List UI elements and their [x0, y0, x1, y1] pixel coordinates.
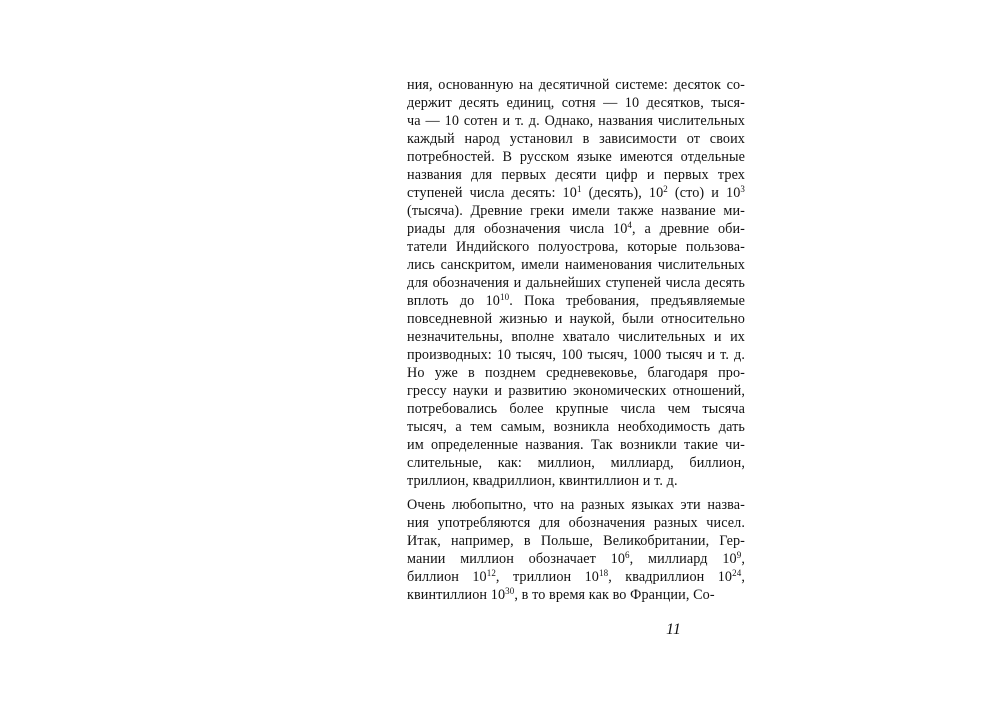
text-segment: тысяч, а тем самым, возникла необходимость дать: [407, 419, 745, 435]
exponent-superscript: 24: [732, 568, 742, 578]
text-segment: слительные, как: миллион, миллиард, биллион,: [407, 455, 745, 471]
text-segment: риады для обозначения числа 10: [407, 221, 628, 237]
text-line: [407, 94, 745, 112]
exponent-superscript: 12: [486, 568, 496, 578]
exponent-superscript: 9: [736, 550, 742, 560]
text-segment: триллион, квадриллион, квинтиллион и т. д.: [407, 473, 678, 489]
text-segment: названия для первых десяти цифр и первых трех: [407, 167, 745, 183]
text-segment: , триллион 10: [495, 569, 599, 585]
text-segment: ступеней числа десять: 10: [407, 185, 577, 201]
text-line: [407, 418, 745, 436]
text-segment: повседневной жизнью и наукой, были относительно: [407, 311, 745, 327]
text-line: [407, 364, 745, 382]
text-line: [407, 238, 745, 256]
text-line: [407, 184, 745, 202]
book-page-text: [407, 76, 745, 604]
text-segment: потребностей. В русском языке имеются отдельные: [407, 149, 745, 165]
text-segment: . Пока требования, предъявляемые: [509, 293, 745, 309]
text-segment: мании миллион обозначает 10: [407, 551, 626, 567]
exponent-superscript: 6: [625, 550, 630, 560]
exponent-superscript: 18: [599, 568, 609, 578]
paragraph-2: [407, 496, 745, 604]
text-line: [407, 382, 745, 400]
text-segment: каждый народ установил в зависимости от своих: [407, 131, 745, 147]
text-line: [407, 586, 745, 604]
text-line: [407, 292, 745, 310]
text-segment: (тысяча). Древние греки имели также название ми-: [407, 203, 745, 219]
exponent-superscript: 4: [627, 220, 633, 230]
text-line: [407, 550, 745, 568]
text-line: [407, 112, 745, 130]
text-segment: квинтиллион 10: [407, 587, 506, 603]
text-segment: незначительны, вполне хватало числительных и их: [407, 329, 745, 345]
exponent-superscript: 1: [576, 184, 582, 194]
text-segment: вплоть до 10: [407, 293, 500, 309]
text-segment: (сто) и 10: [667, 185, 741, 201]
text-segment: татели Индийского полуострова, которые пользова-: [407, 239, 745, 255]
text-segment: , в то время как во Франции, Со-: [514, 587, 715, 603]
text-segment: биллион 10: [407, 569, 487, 585]
text-line: [407, 346, 745, 364]
text-segment: держит десять единиц, сотня — 10 десятков, тыся-: [407, 95, 745, 111]
text-segment: Очень любопытно, что на разных языках эти назва-: [407, 497, 745, 513]
text-segment: потребовались более крупные числа чем тысяча: [407, 401, 745, 417]
paragraph-1: [407, 76, 745, 490]
text-line: [407, 202, 745, 220]
exponent-superscript: 10: [499, 292, 510, 302]
text-line: [407, 532, 745, 550]
page-number: 11: [666, 621, 681, 638]
text-segment: , квадриллион 10: [608, 569, 733, 585]
text-line: [407, 76, 745, 94]
text-segment: им определенные названия. Так возникли такие чи-: [407, 437, 745, 453]
text-segment: производных: 10 тысяч, 100 тысяч, 1000 тысяч и т. д.: [407, 347, 745, 363]
text-line: [407, 166, 745, 184]
text-segment: ния употребляются для обозначения разных чисел.: [407, 515, 745, 531]
text-line: [407, 256, 745, 274]
exponent-superscript: 2: [663, 184, 668, 194]
text-line: [407, 514, 745, 532]
text-line: [407, 310, 745, 328]
text-segment: ча — 10 сотен и т. д. Однако, названия числительных: [407, 113, 745, 129]
text-line: [407, 274, 745, 292]
text-segment: Итак, например, в Польше, Великобритании, Гер-: [407, 533, 745, 549]
exponent-superscript: 3: [740, 184, 745, 194]
text-segment: (десять), 10: [581, 185, 664, 201]
text-line: [407, 568, 745, 586]
text-line: [407, 436, 745, 454]
text-line: [407, 130, 745, 148]
text-line: [407, 220, 745, 238]
text-segment: лись санскритом, имели наименования числительных: [407, 257, 745, 273]
exponent-superscript: 30: [505, 586, 515, 596]
text-segment: ,: [741, 551, 745, 567]
text-segment: , миллиард 10: [629, 551, 737, 567]
text-segment: для обозначения и дальнейших ступеней числа десять: [407, 275, 745, 291]
text-line: [407, 400, 745, 418]
text-line: [407, 454, 745, 472]
text-line: [407, 328, 745, 346]
text-segment: , а древние оби-: [632, 221, 745, 237]
text-line: [407, 472, 745, 490]
text-line: [407, 496, 745, 514]
text-segment: ния, основанную на десятичной системе: десяток со-: [407, 77, 745, 93]
text-line: [407, 148, 745, 166]
text-segment: ,: [741, 569, 745, 585]
text-segment: грессу науки и развитию экономических отношений,: [407, 383, 745, 399]
text-segment: Но уже в позднем средневековье, благодаря про-: [407, 365, 745, 381]
